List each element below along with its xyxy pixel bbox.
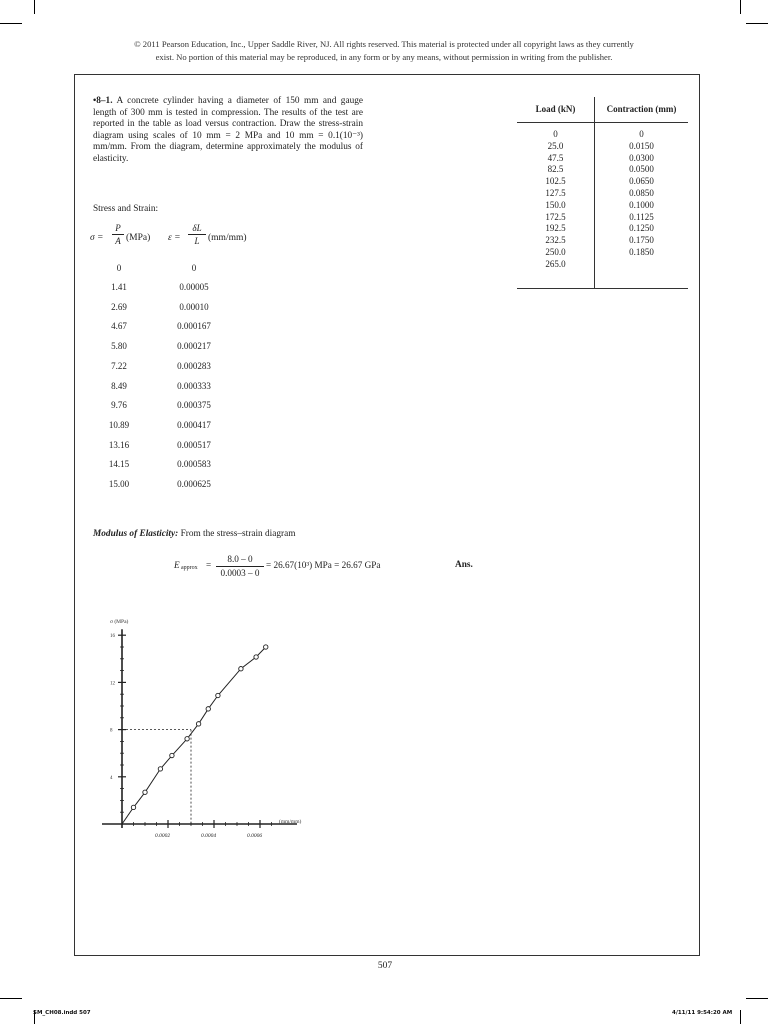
y-tick-label: 4 <box>110 775 113 781</box>
equals-sign: = <box>206 560 212 570</box>
data-point <box>143 790 147 794</box>
table-header <box>517 97 688 123</box>
load-value: 102.5 <box>545 176 566 187</box>
modulus-fraction <box>216 553 264 580</box>
table-row <box>100 302 250 314</box>
strain-value: 0.000283 <box>177 360 211 371</box>
table-row <box>100 282 250 294</box>
strain-value: 0.000583 <box>177 459 211 470</box>
problem-text: A concrete cylinder having a diameter of 150 mm and gauge length of 300 mm is tested in compression. The results of the test are reported in the table as load versus contraction. Draw the stress-strain diagram using scales of 10 mm = 2 MPa and 10 mm = 0.1(10⁻³) mm/mm. From the diagram, determine approximately the modulus of elasticity. <box>93 96 363 164</box>
sigma-symbol: σ = <box>90 233 104 243</box>
table-row <box>100 361 250 373</box>
y-tick-label: 16 <box>110 634 115 640</box>
x-tick-label: 0.0002 <box>155 833 171 839</box>
epsilon-fraction <box>188 222 206 247</box>
approx-subscript: approx <box>181 565 198 571</box>
crop-mark <box>746 23 768 24</box>
stress-strain-chart <box>93 612 343 852</box>
table-row <box>100 400 250 412</box>
table-row <box>100 459 250 471</box>
table-row <box>100 440 250 452</box>
data-point <box>158 767 162 771</box>
table-row <box>100 341 250 353</box>
table-row <box>100 321 250 333</box>
load-value: 172.5 <box>545 211 566 222</box>
modulus-result: = 26.67(10³) MPa = 26.67 GPa <box>266 560 381 570</box>
answer-label: Ans. <box>455 560 473 570</box>
load-value: 25.0 <box>547 140 564 151</box>
contraction-value: 0.1250 <box>629 223 654 234</box>
modulus-equation <box>174 553 494 583</box>
contraction-value: 0.0300 <box>629 152 654 163</box>
strain-value: 0.00005 <box>179 282 209 292</box>
x-axis-label: (mm/mm) <box>279 819 302 825</box>
load-value: 232.5 <box>545 235 566 246</box>
header-load: Load (kN) <box>535 104 576 114</box>
numerator-dL: δL <box>188 222 206 235</box>
contraction-value: 0.1000 <box>629 199 654 210</box>
denominator-A: A <box>115 236 121 246</box>
stress-value: 9.76 <box>111 400 127 411</box>
data-point <box>206 707 210 711</box>
stress-strain-formula <box>90 222 310 258</box>
y-tick-label: 8 <box>110 728 113 734</box>
contraction-value: 0.0150 <box>629 140 654 151</box>
y-tick-label: 12 <box>110 681 115 687</box>
epsilon-symbol: ε = <box>168 233 181 243</box>
footer-timestamp: 4/11/11 9:54:20 AM <box>672 1010 733 1016</box>
strain-value: 0.000217 <box>177 341 211 352</box>
stress-value: 0 <box>116 263 122 273</box>
stress-value: 10.89 <box>108 419 130 430</box>
denominator-L: L <box>194 236 200 246</box>
data-point <box>185 737 189 741</box>
strain-value: 0.000625 <box>177 479 211 489</box>
stress-value: 5.80 <box>111 341 127 352</box>
data-point <box>239 667 243 671</box>
contraction-value: 0.0650 <box>629 176 654 187</box>
x-tick-label: 0.0006 <box>247 833 263 839</box>
strain-value: 0.000417 <box>177 419 211 430</box>
crop-mark <box>0 998 22 999</box>
mpa-unit: (MPa) <box>126 233 151 243</box>
stress-strain-heading: Stress and Strain: <box>93 204 159 214</box>
stress-value: 15.00 <box>108 479 130 489</box>
stress-value: 14.15 <box>108 459 130 470</box>
data-point <box>196 722 200 726</box>
table-row <box>100 420 250 432</box>
modulus-label: Modulus of Elasticity: <box>93 529 179 539</box>
strain-unit: (mm/mm) <box>208 233 247 243</box>
load-value: 47.5 <box>547 152 564 163</box>
table-bottom-rule <box>517 288 688 289</box>
copyright-notice <box>70 38 698 64</box>
stress-value: 8.49 <box>111 380 127 391</box>
modulus-text: From the stress–strain diagram <box>180 529 296 539</box>
sigma-fraction <box>112 222 124 247</box>
x-tick-label: 0.0004 <box>201 833 217 839</box>
contraction-value: 0.0850 <box>629 188 654 198</box>
strain-value: 0.000517 <box>177 439 211 450</box>
contraction-value: 0.1125 <box>629 211 654 222</box>
stress-value: 7.22 <box>111 360 127 371</box>
crop-mark <box>740 1010 741 1024</box>
data-point <box>254 655 258 659</box>
y-axis-label: σ (MPa) <box>110 619 129 626</box>
stress-value: 13.16 <box>108 439 130 450</box>
copyright-line-1: © 2011 Pearson Education, Inc., Upper Saddle River, NJ. All rights reserved. This material is protected under all copyright laws as they currently <box>134 39 634 49</box>
load-value: 150.0 <box>545 199 566 210</box>
contraction-value: 0.1850 <box>629 247 654 257</box>
problem-number: •8–1. <box>93 96 113 106</box>
contraction-value <box>595 259 688 270</box>
strain-value: 0.000333 <box>177 380 211 391</box>
e-symbol: E <box>174 560 180 570</box>
data-point <box>131 805 135 809</box>
table-row <box>100 263 250 275</box>
header-contraction: Contraction (mm) <box>606 104 677 114</box>
strain-value: 0.000375 <box>177 400 211 411</box>
strain-value: 0.00010 <box>179 301 209 312</box>
stress-value: 4.67 <box>111 321 127 332</box>
crop-mark <box>0 23 22 24</box>
page-number: 507 <box>377 961 393 971</box>
numerator-P: P <box>112 222 124 235</box>
crop-mark <box>740 0 741 14</box>
contraction-value: 0.1750 <box>629 235 654 246</box>
load-value: 192.5 <box>545 223 566 234</box>
load-value: 250.0 <box>545 247 566 257</box>
data-point <box>264 645 268 649</box>
load-value: 0 <box>553 129 558 139</box>
stress-strain-curve <box>122 647 266 824</box>
contraction-value: 0 <box>639 129 644 139</box>
copyright-line-2: exist. No portion of this material may be reproduced, in any form or by any means, without permission in writing from the publisher. <box>155 52 613 62</box>
data-point <box>216 693 220 697</box>
contraction-value: 0.0500 <box>629 164 654 175</box>
stress-value: 1.41 <box>111 282 127 292</box>
strain-value: 0.000167 <box>177 321 211 332</box>
fraction-numerator: 8.0 – 0 <box>216 553 264 567</box>
data-point <box>170 753 174 757</box>
modulus-heading <box>93 529 295 539</box>
load-value: 82.5 <box>547 164 564 175</box>
strain-value: 0 <box>191 263 197 273</box>
table-row <box>100 381 250 393</box>
load-value: 127.5 <box>545 188 566 198</box>
crop-mark <box>34 0 35 14</box>
crop-mark <box>746 998 768 999</box>
load-value: 265.0 <box>545 258 566 269</box>
table-row <box>100 479 250 491</box>
stress-value: 2.69 <box>111 301 127 312</box>
fraction-denominator: 0.0003 – 0 <box>220 568 260 578</box>
problem-statement <box>93 96 363 166</box>
footer-file: SM_CH08.indd 507 <box>33 1010 91 1016</box>
